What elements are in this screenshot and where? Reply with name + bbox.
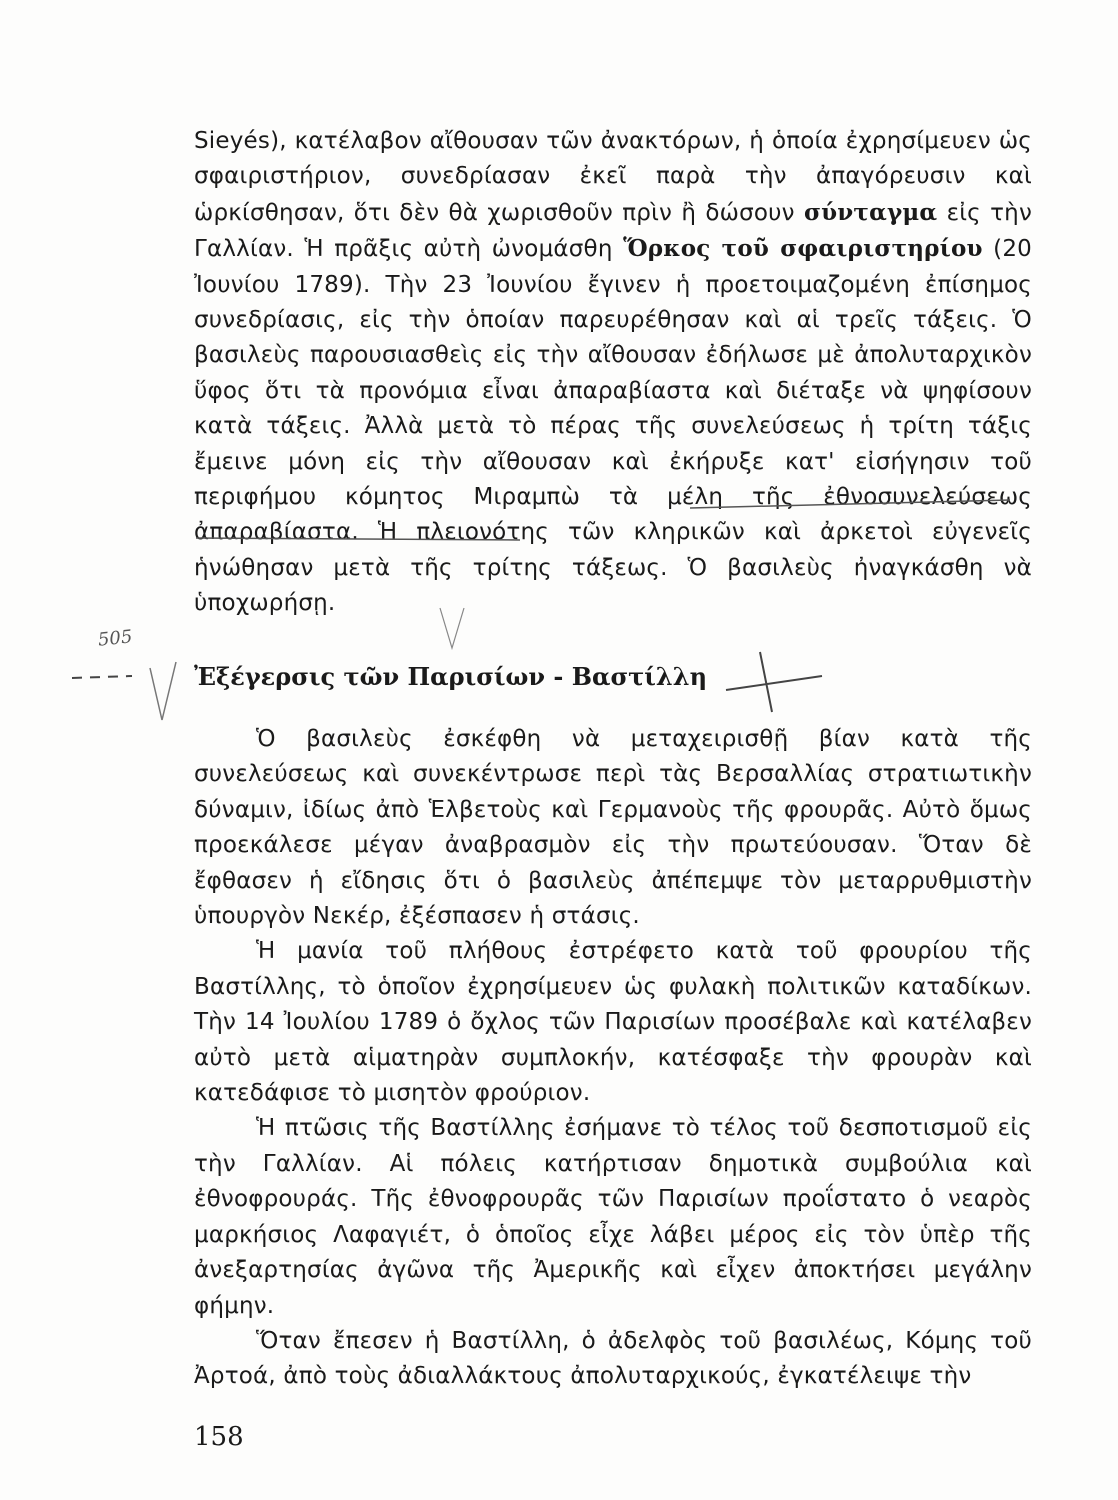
paragraph: Ἡ πτῶσις τῆς Βαστίλλης ἐσήμανε τὸ τέλος τοῦ δεσποτισμοῦ εἰς τὴν Γαλλίαν. Αἱ πόλεις κατήρτισαν δημοτικὰ συμβούλια καὶ ἐθνοφρουράς. Τῆς ἐθνοφρουρᾶς τῶν Παρισίων προΐστατο ὁ νεαρὸς μαρκήσιος Λαφαγιέτ, ὁ ὁποῖος εἶχε λάβει μέρος εἰς τὸν ὑπὲρ τῆς ἀνεξαρτησίας ἀγῶνα τῆς Ἀμερικῆς καὶ εἶχεν ἀποκτήσει μεγάλην φήμην.: [194, 1115, 1032, 1319]
page-number: 158: [194, 1422, 244, 1452]
paragraph-text: εἰς τὴν Γαλλίαν. Ἡ πρᾶξις αὐτὴ ὠνομάσθη: [194, 199, 1032, 263]
paragraph: Ὁ βασιλεὺς ἐσκέφθη νὰ μεταχειρισθῇ βίαν κατὰ τῆς συνελεύσεως καὶ συνεκέντρωσε περὶ τὰς Βερσαλλίας στρατιωτικὴν δύναμιν, ἰδίως ἀπὸ Ἑλβετοὺς καὶ Γερμανοὺς τῆς φρουρᾶς. Αὐτὸ ὅμως προεκάλεσε μέγαν ἀναβρασμὸν εἰς τὴν πρωτεύουσαν. Ὅταν δὲ ἔφθασεν ἡ εἴδησις ὅτι ὁ βασιλεὺς ἀπέπεμψε τὸν μεταρρυθμιστὴν ὑπουργὸν Νεκέρ, ἐξέσπασεν ἡ στάσις.: [194, 726, 1032, 930]
section-body: [194, 722, 1032, 1395]
margin-v-mark: [150, 662, 176, 720]
paragraph-text: Sieyés), κατέλαβον αἴθουσαν τῶν ἀνακτόρων, ἡ ὁποία ἐχρησίμευεν ὡς σφαιριστήριον, συνεδρίασαν ἐκεῖ παρὰ τὴν ἀπαγόρευσιν καὶ ὡρκίσθησαν, ὅτι δὲν θὰ χωρισθοῦν πρὶν ἢ δώσουν: [194, 128, 1032, 226]
cross-mark: [726, 652, 822, 712]
bold-term-oath: Ὅρκος τοῦ σφαιριστηρίου: [623, 235, 983, 263]
opening-paragraph: [194, 124, 1032, 622]
section-heading: Ἐξέγερσις τῶν Παρισίων - Βαστίλλη: [194, 662, 708, 691]
paragraph-text: (20 Ἰουνίου 1789). Τὴν 23 Ἰουνίου ἔγινεν ἡ προετοιμαζομένη ἐπίσημος συνεδρίασις, εἰς τὴν ὁποίαν παρευρέθησαν καὶ αἱ τρεῖς τάξεις. Ὁ βασιλεὺς παρουσιασθεὶς εἰς τὴν αἴθουσαν ἐδήλωσε μὲ ἀπολυταρχικὸν ὕφος ὅτι τὰ προνόμια εἶναι ἀπαραβίαστα καὶ διέταξε νὰ ψηφίσουν κατὰ τάξεις. Ἀλλὰ μετὰ τὸ πέρας τῆς συνελεύσεως ἡ τρίτη τάξις ἔμεινε μόνη εἰς τὴν αἴθουσαν καὶ ἐκήρυξε κατ' εἰσήγησιν τοῦ περιφήμου κόμητος Μιραμπὼ τὰ μέλη τῆς ἐθνοσυνελεύσεως ἀπαραβίαστα. Ἡ πλειονότης τῶν κληρικῶν καὶ ἀρκετοὶ εὐγενεῖς ἡνώθησαν μετὰ τῆς τρίτης τάξεως. Ὁ βασιλεὺς ἠναγκάσθη νὰ ὑποχωρήσῃ.: [194, 236, 1033, 617]
paragraph: Ὅταν ἔπεσεν ἡ Βαστίλλη, ὁ ἀδελφὸς τοῦ βασιλέως, Κόμης τοῦ Ἀρτοά, ἀπὸ τοὺς ἀδιαλλάκτους ἀπολυταρχικούς, ἐγκατέλειψε τὴν: [194, 1327, 1032, 1390]
margin-dash-mark: [72, 676, 132, 678]
paragraph: Ἡ μανία τοῦ πλήθους ἐστρέφετο κατὰ τοῦ φρουρίου τῆς Βαστίλλης, τὸ ὁποῖον ἐχρησίμευεν ὡς φυλακὴ πολιτικῶν καταδίκων. Τὴν 14 Ἰουλίου 1789 ὁ ὄχλος τῶν Παρισίων προσέβαλε καὶ κατέλαβεν αὐτὸ μετὰ αἱματηρὰν συμπλοκήν, κατέσφαξε τὴν φρουρὰν καὶ κατεδάφισε τὸ μισητὸν φρούριον.: [194, 938, 1032, 1107]
bold-term-syntagma: σύνταγμα: [803, 198, 938, 226]
handwritten-margin-note: 505: [96, 626, 134, 651]
